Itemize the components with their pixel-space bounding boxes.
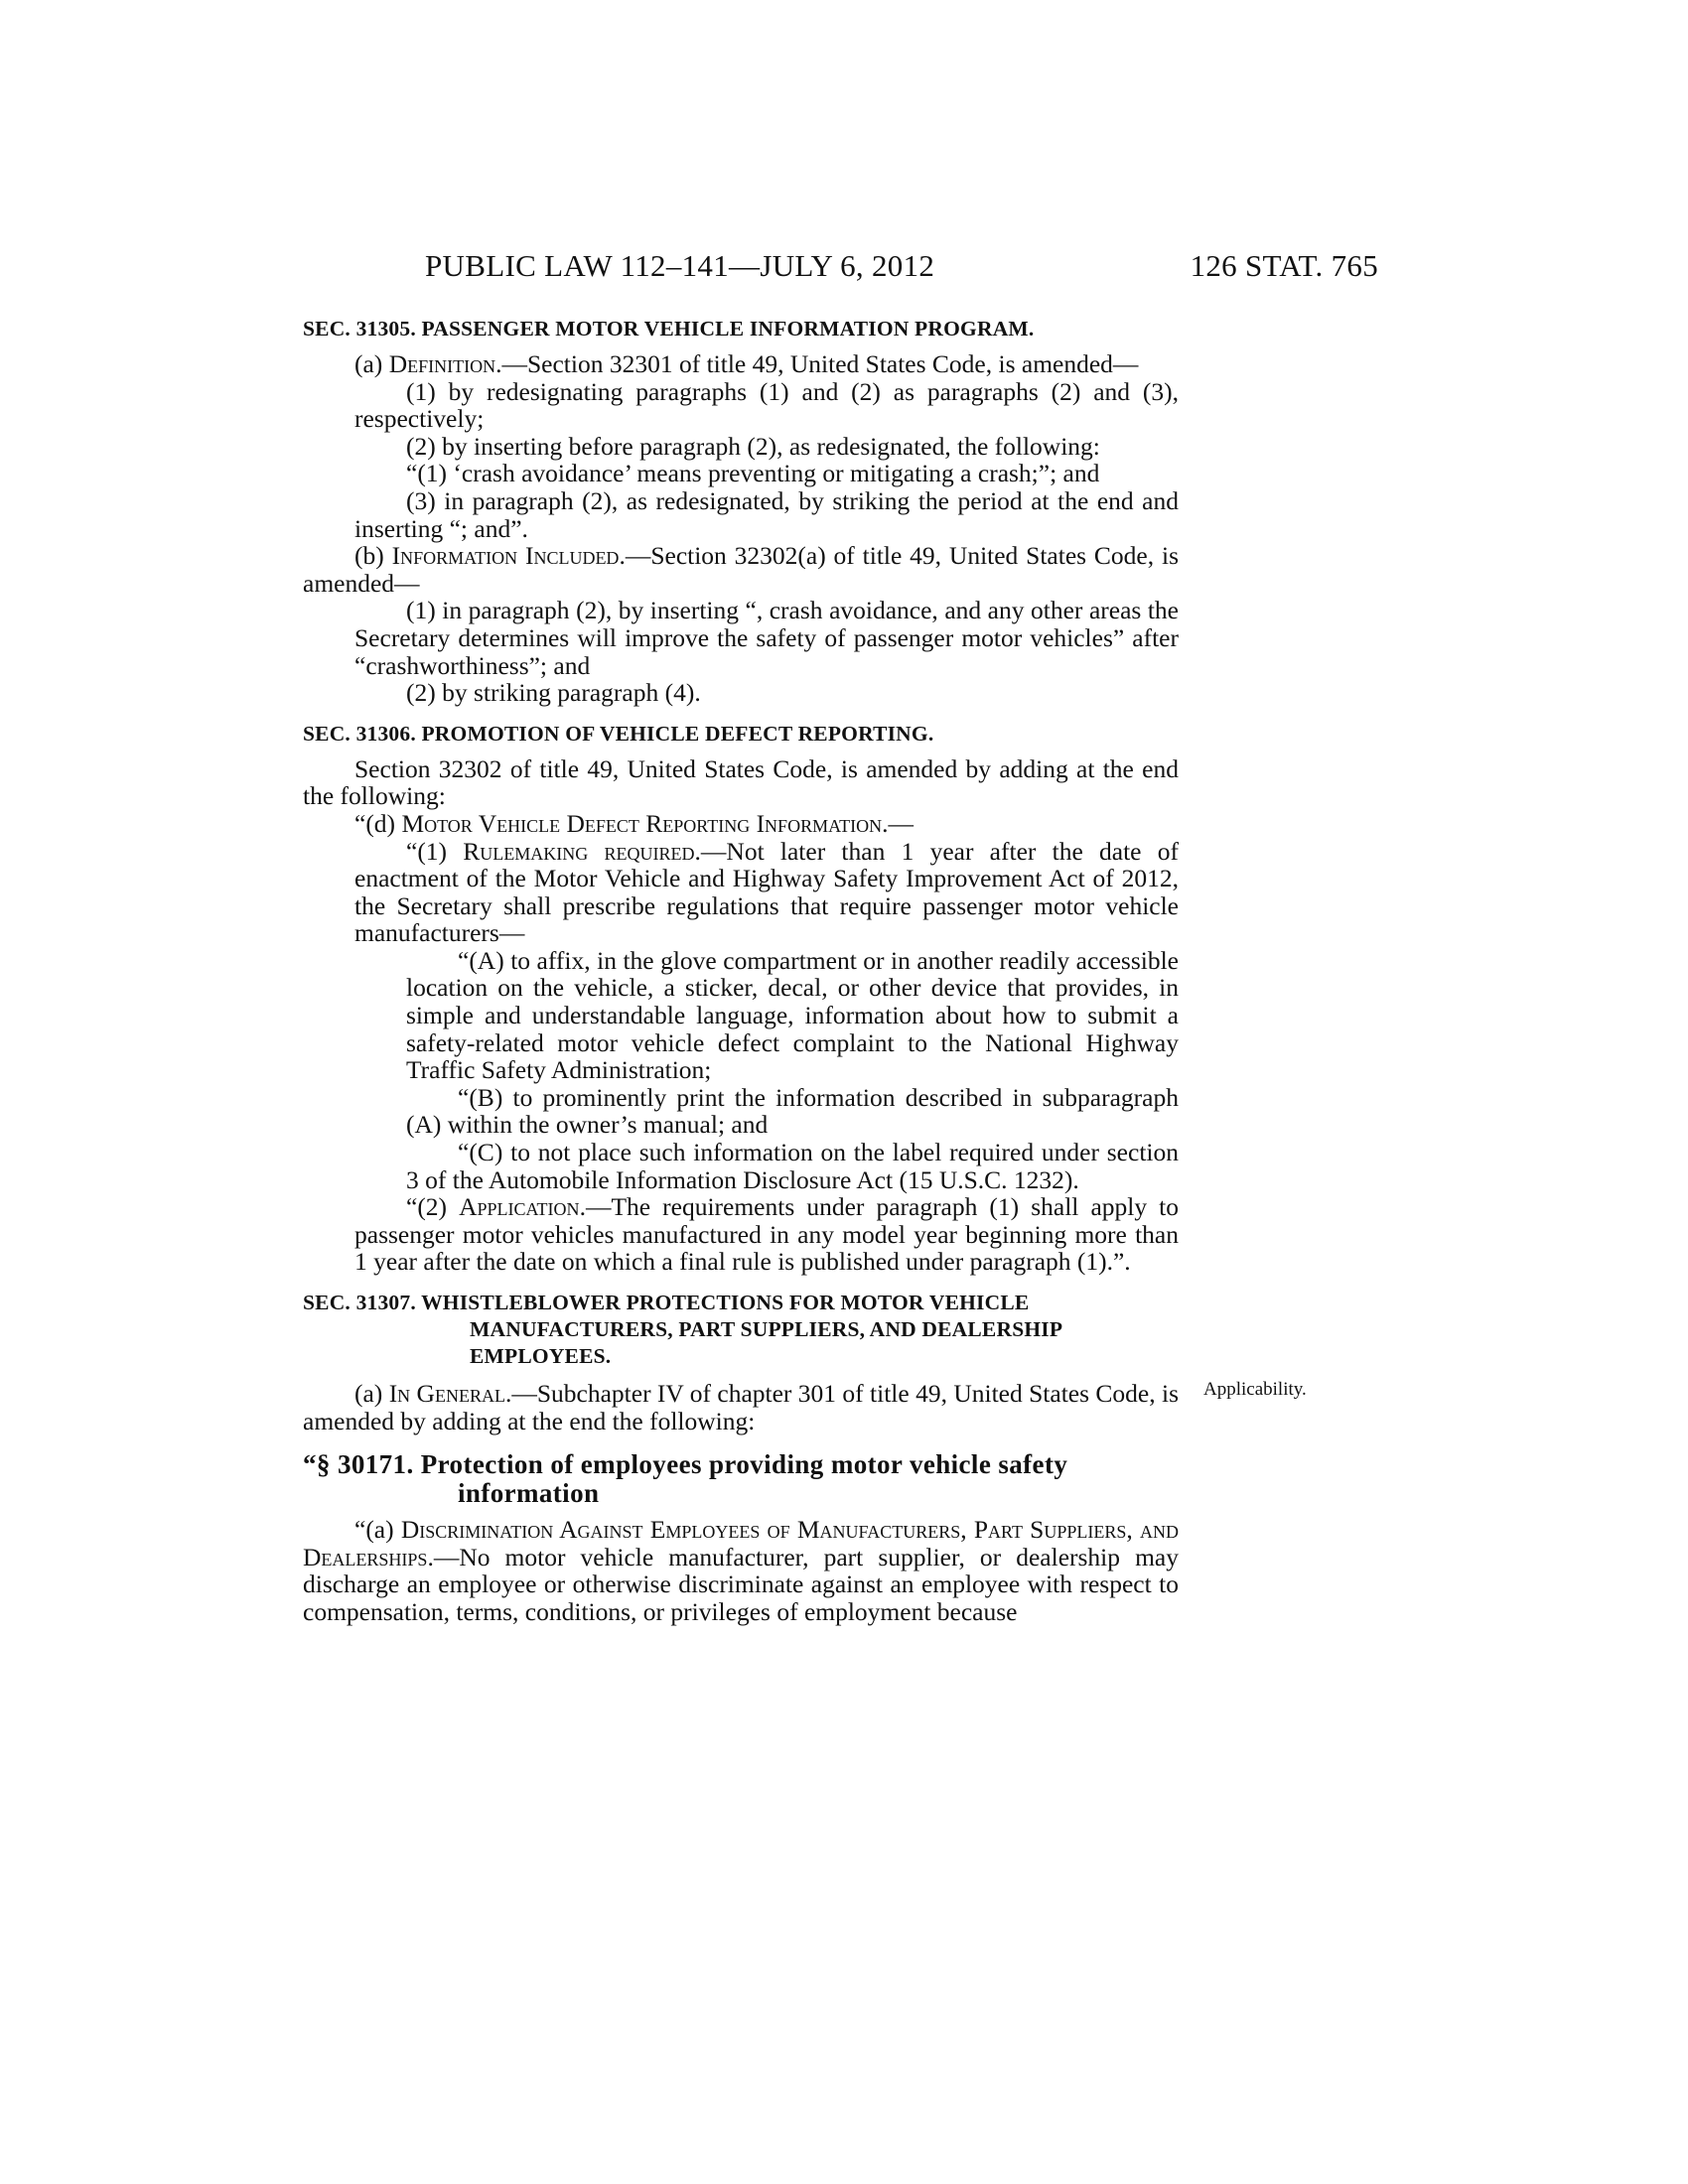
- paragraph-b1: [354, 597, 1179, 679]
- subsection-a-definition: [303, 350, 1179, 378]
- code-section-30171-heading: “§ 30171. Protection of employees providing motor vehicle safety information: [303, 1449, 1068, 1509]
- section-heading-31307: SEC. 31307. WHISTLEBLOWER PROTECTIONS FOR MOTOR VEHICLE MANUFACTURERS, PART SUPPLIERS, AND DEALERSHIP EMPLOYEES.: [303, 1291, 1061, 1368]
- paragraph-label: “(1): [406, 836, 464, 866]
- paragraph-text: (2) by striking paragraph (4).: [406, 678, 701, 708]
- paragraph-2-application: [354, 1193, 1179, 1276]
- paragraph-text: (3) in paragraph (2), as redesignated, by striking the period at the end and inserting “; and”.: [354, 485, 1179, 543]
- subparagraph-text: “(C) to not place such information on the label required under section 3 of the Automobile Information Disclosure Act (15 U.S.C. 1232).: [406, 1138, 1179, 1194]
- subsection-label: (a): [354, 349, 389, 378]
- subsection-caption: Definition: [388, 349, 496, 378]
- public-law-citation: PUBLIC LAW 112–141—JULY 6, 2012: [425, 248, 935, 283]
- body-text: [303, 316, 1179, 1626]
- paragraph-text: (1) by redesignating paragraphs (1) and (2) as paragraphs (2) and (3), respectively;: [354, 376, 1179, 434]
- section-heading-31306: SEC. 31306. PROMOTION OF VEHICLE DEFECT REPORTING.: [303, 721, 934, 746]
- paragraph-text: Section 32302 of title 49, United States Code, is amended by adding at the end the following:: [303, 753, 1179, 811]
- subsection-text: .—No motor vehicle manufacturer, part supplier, or dealership may discharge an employee or otherwise discriminate against an employee with respect to compensation, terms, conditions, or privileges of employment because: [303, 1542, 1179, 1626]
- quoted-definition: [354, 460, 1179, 487]
- paragraph-1-rulemaking: [354, 838, 1179, 947]
- subsection-caption: Information Included: [391, 541, 620, 571]
- section-31306-intro: [303, 755, 1179, 810]
- subsection-label: “(a): [354, 1515, 401, 1545]
- subsection-d-heading: [354, 810, 1179, 838]
- subsection-label: “(d): [354, 808, 402, 838]
- paragraph-text: (2) by inserting before paragraph (2), as redesignated, the following:: [406, 431, 1100, 461]
- subsection-text: .—Section 32302(a) of title 49, United States Code, is amended—: [303, 541, 1179, 598]
- subparagraph-text: “(A) to affix, in the glove compartment or in another readily accessible location on the vehicle, a sticker, decal, or other device that provides, in simple and understandable language, information about how to submit a safety-related motor vehicle defect complaint to the National Highway Traffic Safety Administration;: [406, 945, 1179, 1085]
- subparagraph-A: [406, 947, 1179, 1084]
- subsection-caption: Discrimination Against Employees of Manufacturers, Part Suppliers, and Dealerships: [303, 1515, 1180, 1571]
- paragraph-a3: [354, 487, 1179, 542]
- subsection-label: (a): [354, 1379, 389, 1408]
- section-heading-31305: SEC. 31305. PASSENGER MOTOR VEHICLE INFORMATION PROGRAM.: [303, 317, 1035, 341]
- margin-note-applicability: Applicability.: [1203, 1379, 1307, 1400]
- subsection-a-in-general: [303, 1380, 1179, 1434]
- subsection-a-discrimination: [303, 1516, 1179, 1625]
- paragraph-caption: Application: [459, 1192, 580, 1222]
- subparagraph-C: [406, 1139, 1179, 1193]
- subsection-text: .—Subchapter IV of chapter 301 of title 49, United States Code, is amended by adding at the end the following:: [303, 1379, 1179, 1435]
- subparagraph-B: [406, 1084, 1179, 1139]
- subsection-caption: In General: [388, 1379, 505, 1408]
- paragraph-text: “(1) ‘crash avoidance’ means preventing or mitigating a crash;”; and: [406, 459, 1100, 488]
- paragraph-a1: [354, 378, 1179, 433]
- statute-page-number: 126 STAT. 765: [1190, 248, 1378, 283]
- paragraph-label: “(2): [406, 1192, 460, 1222]
- subsection-text: .—: [882, 808, 914, 838]
- paragraph-caption: Rulemaking required: [463, 836, 695, 866]
- subsection-text: .—Section 32301 of title 49, United States Code, is amended—: [495, 349, 1139, 378]
- subsection-caption: Motor Vehicle Defect Reporting Information: [401, 808, 883, 838]
- subsection-label: (b): [354, 541, 392, 571]
- subparagraph-text: “(B) to prominently print the information described in subparagraph (A) within the owner’s manual; and: [406, 1082, 1179, 1140]
- subsection-b-information-included: [303, 542, 1179, 597]
- paragraph-text: (1) in paragraph (2), by inserting “, crash avoidance, and any other areas the Secretary determines will improve the safety of passenger motor vehicles” after “crashworthiness”; and: [354, 596, 1179, 680]
- paragraph-a2: [354, 433, 1179, 461]
- paragraph-text: .—The requirements under paragraph (1) shall apply to passenger motor vehicles manufactured in any model year beginning more than 1 year after the date on which a final rule is published under paragraph (1).”.: [354, 1192, 1180, 1277]
- paragraph-text: .—Not later than 1 year after the date of enactment of the Motor Vehicle and Highway Safety Improvement Act of 2012, the Secretary shall prescribe regulations that require passenger motor vehicle manufacturers—: [354, 836, 1179, 948]
- paragraph-b2: [354, 679, 1179, 707]
